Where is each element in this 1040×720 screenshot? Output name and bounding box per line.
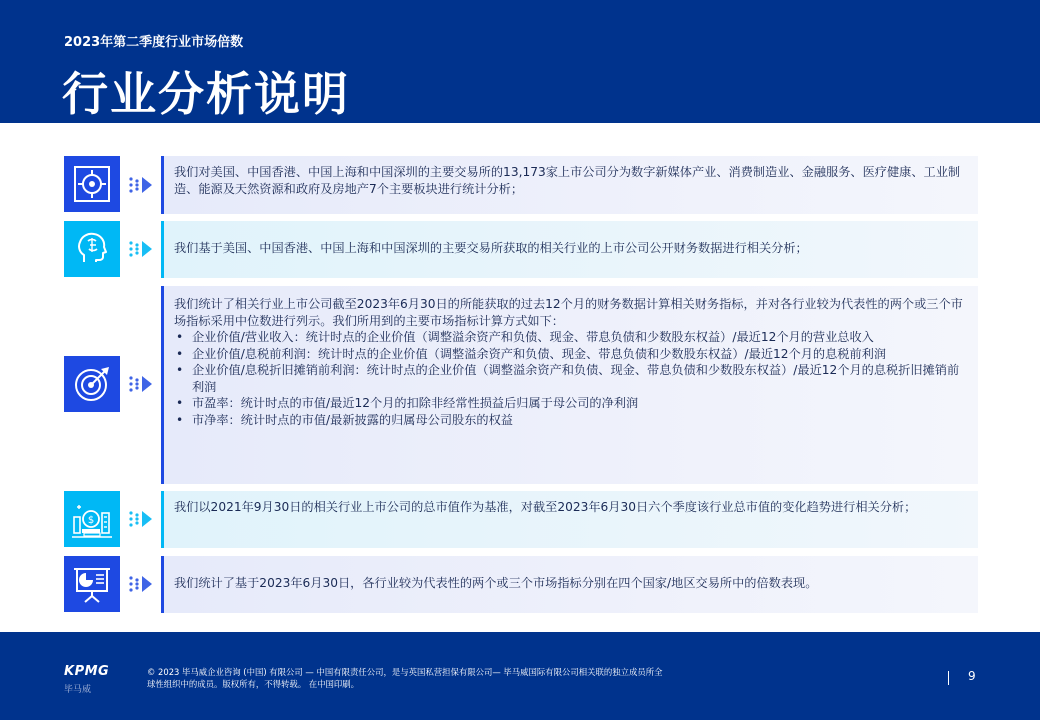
explanation-panel-3 — [161, 286, 978, 484]
kpmg-logo-chinese: 毕马威 — [64, 685, 92, 695]
copyright-notice: © 2023 毕马威企业咨询 (中国) 有限公司 — 中国有限责任公司，是与英国私营担保有限公司— 毕马威国际有限公司相关联的独立成员所全球性组织中的成员。版权所有，不得转载。 在中国印刷。 — [147, 667, 663, 689]
coins-buildings-icon — [64, 491, 120, 547]
explanation-panel-4 — [161, 491, 978, 548]
chevron-arrows-icon — [128, 175, 158, 195]
header-banner — [0, 0, 1040, 123]
presentation-chart-icon — [64, 556, 120, 612]
target-frame-icon — [64, 156, 120, 212]
explanation-text-1: 我们对美国、中国香港、中国上海和中国深圳的主要交易所的13,173家上市公司分为数字新媒体产业、消费制造业、金融服务、医疗健康、工业制造、能源及天然资源和政府及房地产7个主要板块进行统计分析； — [174, 165, 961, 196]
explanation-row-3 — [64, 286, 978, 484]
explanation-row-4 — [64, 491, 978, 548]
explanation-text-2: 我们基于美国、中国香港、中国上海和中国深圳的主要交易所获取的相关行业的上市公司公开财务数据进行相关分析； — [174, 241, 808, 255]
chevron-arrows-icon — [128, 509, 158, 529]
list-item: • 市盈率：统计时点的市值/最近12个月的扣除非经常性损益后归属于母公司的净利润 — [174, 395, 968, 412]
explanation-panel-2 — [161, 221, 978, 278]
explanation-text-4: 我们以2021年9月30日的相关行业上市公司的总市值作为基准，对截至2023年6月30日六个季度该行业总市值的变化趋势进行相关分析； — [174, 500, 917, 514]
explanation-row-2 — [64, 221, 978, 278]
explanation-row-5 — [64, 556, 978, 613]
list-item: • 企业价值/息税前利润：统计时点的企业价值（调整溢余资产和负债、现金、带息负债和少数股东权益）/最近12个月的息税前利润 — [174, 346, 968, 363]
explanation-row-1 — [64, 156, 978, 214]
page-number: 9 — [968, 669, 976, 683]
chevron-arrows-icon — [128, 574, 158, 594]
explanation-panel-5 — [161, 556, 978, 613]
brain-head-icon — [64, 221, 120, 277]
bullseye-arrow-icon — [64, 356, 120, 412]
chevron-arrows-icon — [128, 239, 158, 259]
kpmg-logo: KPMG — [64, 664, 110, 679]
chevron-arrows-icon — [128, 374, 158, 394]
report-subtitle: 2023年第二季度行业市场倍数 — [64, 35, 244, 50]
list-item: • 市净率：统计时点的市值/最新披露的归属母公司股东的权益 — [174, 412, 968, 429]
svg-text:$: $ — [87, 515, 95, 526]
page-number-divider — [948, 671, 949, 685]
list-item: • 企业价值/营业收入：统计时点的企业价值（调整溢余资产和负债、现金、带息负债和少数股东权益）/最近12个月的营业总收入 — [174, 329, 968, 346]
page-title: 行业分析说明 — [62, 67, 350, 121]
metrics-list — [174, 329, 968, 428]
metrics-intro-text: 我们统计了相关行业上市公司截至2023年6月30日的所能获取的过去12个月的财务数据计算相关财务指标，并对各行业较为代表性的两个或三个市场指标采用中位数进行列示。我们所用到的主要市场指标计算方式如下： — [174, 297, 963, 328]
list-item: • 企业价值/息税折旧摊销前利润：统计时点的企业价值（调整溢余资产和负债、现金、带息负债和少数股东权益）/最近12个月的息税折旧摊销前利润 — [174, 362, 968, 395]
explanation-text-5: 我们统计了基于2023年6月30日，各行业较为代表性的两个或三个市场指标分别在四个国家/地区交易所中的倍数表现。 — [174, 576, 818, 590]
explanation-panel-1 — [161, 156, 978, 214]
